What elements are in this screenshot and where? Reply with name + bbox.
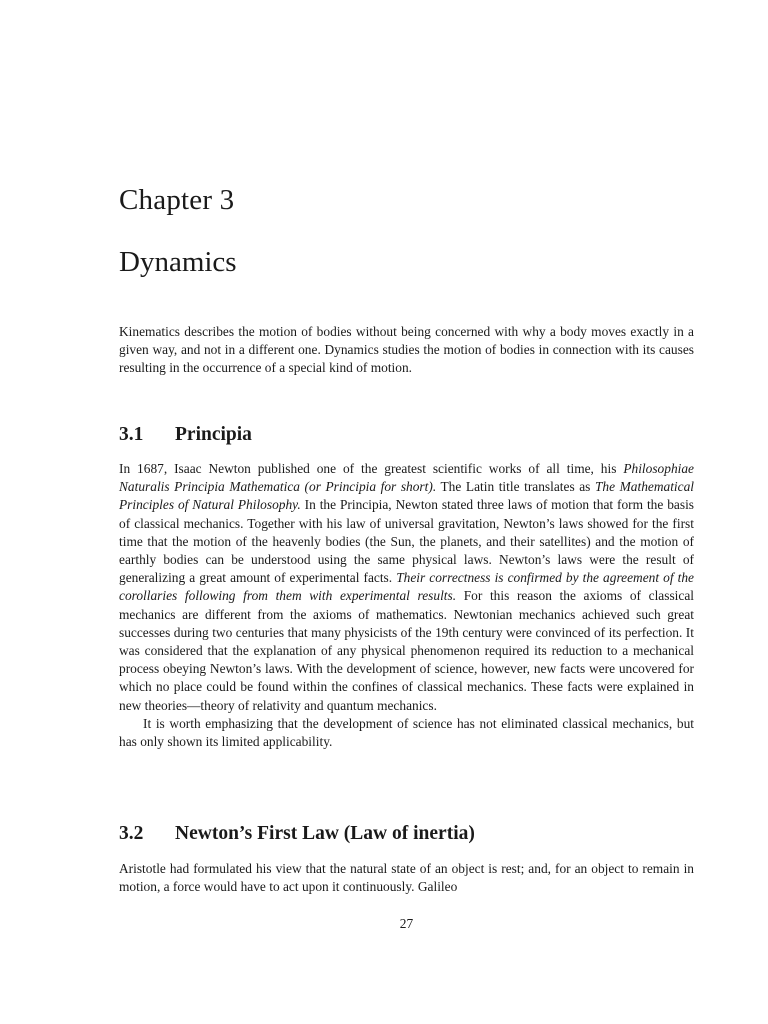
page-number: 27 [399,916,414,931]
chapter-label: Chapter 3 [119,184,235,216]
section-number: 3.1 [119,424,144,445]
principia-paragraph-2: It is worth emphasizing that the development of science has not eliminated classical mechanics, but has only shown its limited applicability. [119,715,694,750]
italic-run: The Mathematical Principles of Natural Philosophy. [119,479,694,513]
book-page [119,0,694,1024]
section-title: Principia [175,424,252,445]
italic-run: Their correctness is confirmed by the agreement of the corollaries following from them with experimental results. [119,570,694,604]
section-body-principia [119,460,694,751]
section-body-first-law [119,860,694,896]
chapter-title: Dynamics [119,246,237,278]
text-run: For this reason the axioms of classical mechanics are different from the axioms of mathematics. Newtonian mechanics achieved such great successes during two centuries that many physicists of the 19th century were convinced of its perfection. It was considered that the explanation of any physical phenomenon required its reduction to a mechanical process obeying Newton’s laws. With the development of science, however, new facts were uncovered for which no place could be found within the confines of classical mechanics. These facts were explained in new theories—theory of relativity and quantum mechanics. [119,588,695,713]
text-run: In 1687, Isaac Newton published one of the greatest scientific works of all time, his [119,461,624,476]
italic-run: Philosophiae Naturalis Principia Mathematica (or Principia for short). [119,461,694,495]
principia-paragraph-1 [119,460,694,715]
section-heading-principia [119,424,252,446]
text-run: In the Principia, Newton stated three laws of motion that form the basis of classical mechanics. Together with his law of universal gravitation, Newton’s laws showed for the first time that the motion of the heavenly bodies (the Sun, the planets, and their satellites) and the motion of earthly bodies can be understood using the same physical laws. Newton’s laws were the result of generalizing a great amount of experimental facts. [119,497,695,586]
text-run: The Latin title translates as [436,479,595,495]
intro-paragraph: Kinematics describes the motion of bodies without being concerned with why a body moves exactly in a given way, and not in a different one. Dynamics studies the motion of bodies in connection with its causes resulting in the occurrence of a special kind of motion. [119,324,694,376]
section-heading-first-law [119,823,475,845]
section-number: 3.2 [119,823,144,844]
section-title: Newton’s First Law (Law of inertia) [175,823,475,844]
first-law-paragraph: Aristotle had formulated his view that the natural state of an object is rest; and, for an object to remain in motion, a force would have to act upon it continuously. Galileo [119,861,694,895]
